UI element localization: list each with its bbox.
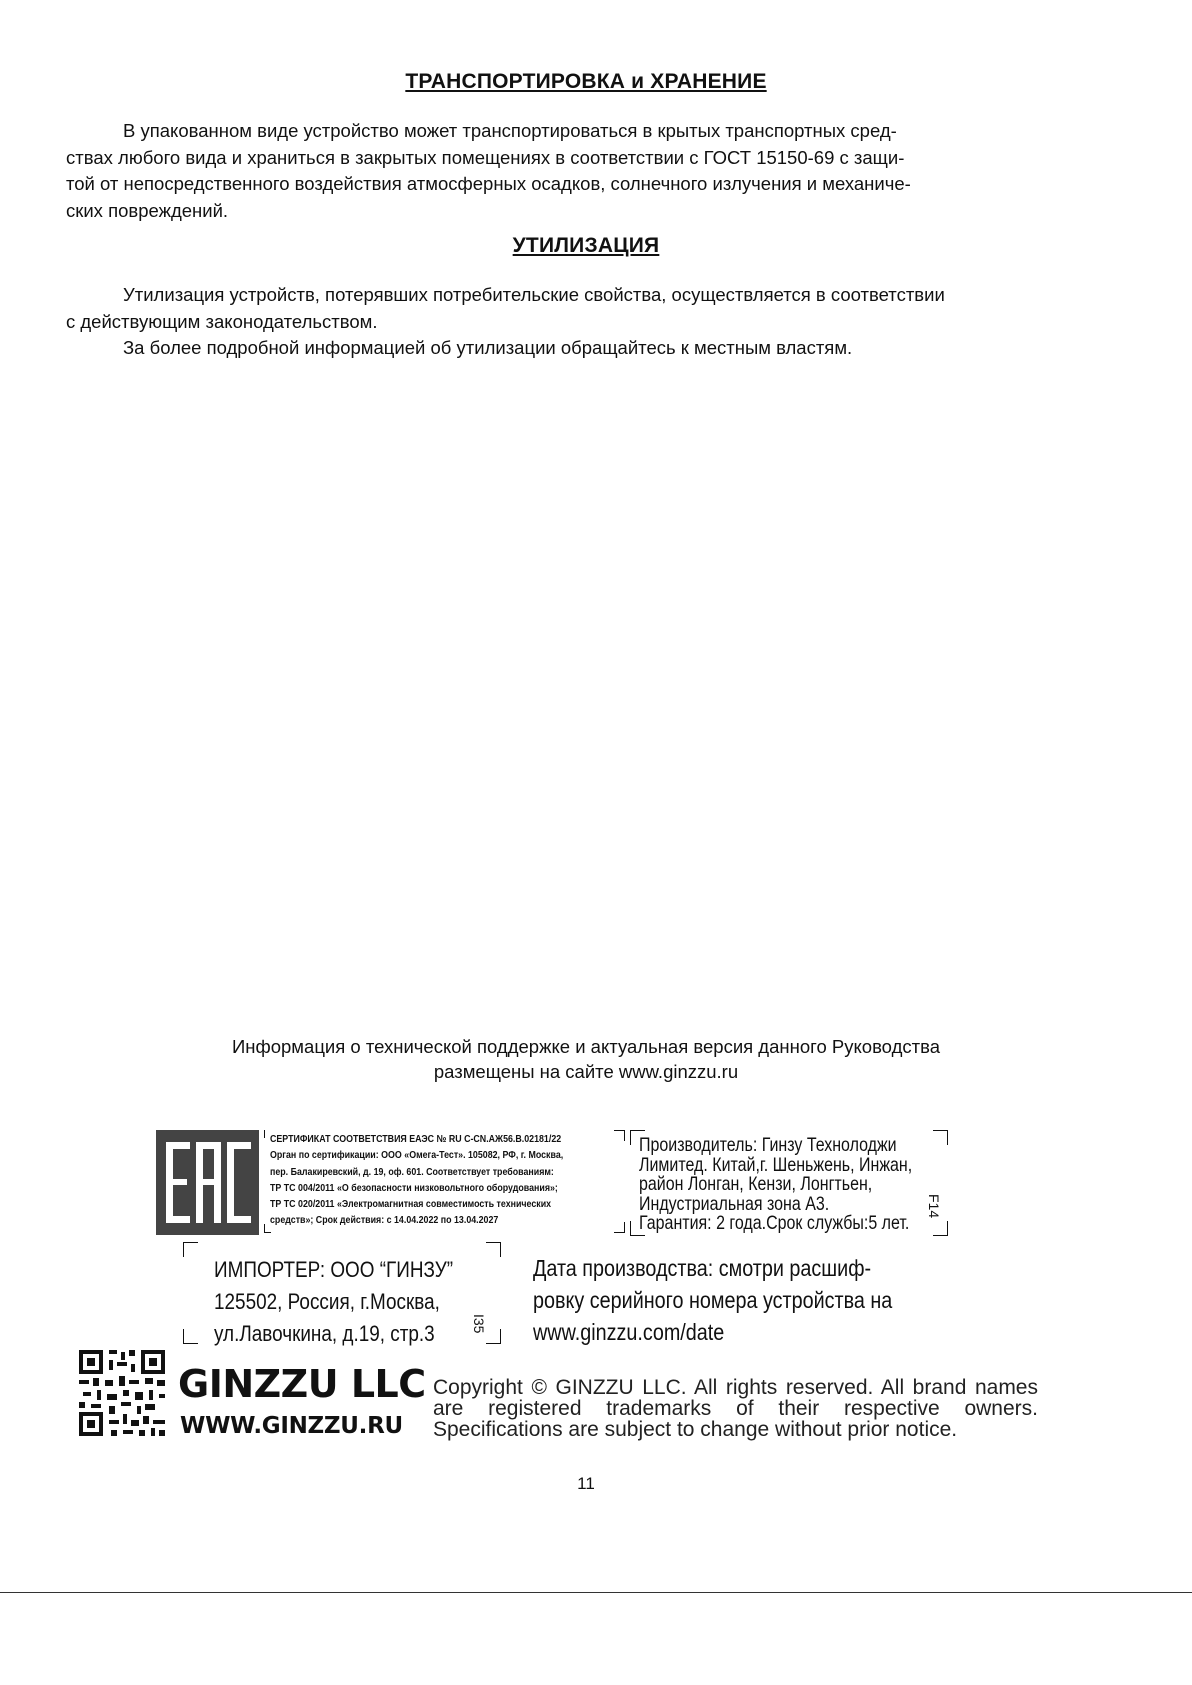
certificate-text (270, 1132, 563, 1230)
importer-text (214, 1254, 453, 1350)
qr-code-icon (79, 1350, 165, 1436)
importer-line: ул.Лавочкина, д.19, стр.3 (214, 1321, 435, 1346)
manufacturer-line: Индустриальная зона А3. (639, 1192, 830, 1215)
transport-line: В упакованном виде устройство может транспортироваться в крытых транспортных сред- (123, 120, 897, 141)
transport-line: ствах любого вида и храниться в закрытых помещениях в соответствии с ГОСТ 15150-69 с защи- (66, 146, 905, 168)
page-number: 11 (577, 1474, 595, 1493)
copyright-notice (433, 1377, 1038, 1440)
production-date-line: Дата производства: смотри расшиф- (533, 1255, 872, 1281)
corner-mark (614, 1130, 625, 1141)
production-date-info (533, 1252, 892, 1348)
disposal-line: с действующим законодательством. (66, 310, 378, 332)
transport-line: ских повреждений. (66, 199, 229, 221)
support-line: размещены на сайте www.ginzzu.ru (433, 1061, 739, 1082)
manufacturer-line: Гарантия: 2 года.Срок службы:5 лет. (639, 1212, 910, 1234)
eac-mark-icon (156, 1130, 259, 1235)
certificate-line: ТР ТС 004/2011 «О безопасности низковольтного оборудования»; (270, 1182, 558, 1194)
disposal-line: За более подробной информацией об утилизации обращайтесь к местным властям. (123, 337, 853, 358)
certificate-line: СЕРТИФИКАТ СООТВЕТСТВИЯ ЕАЭС № RU С-CN.АЖ56.В.02181/22 (270, 1134, 562, 1145)
certificate-line: средств»; Срок действия: с 14.04.2022 по 13.04.2027 (270, 1215, 499, 1227)
corner-mark (614, 1222, 625, 1233)
support-info (0, 1034, 1172, 1084)
importer-line: 125502, Россия, г.Москва, (214, 1289, 440, 1314)
manufacturer-block (630, 1128, 950, 1236)
corner-mark (486, 1329, 501, 1344)
manufacturer-line: Лимитед. Китай,г. Шеньжень, Инжан, (639, 1153, 913, 1176)
disposal-paragraph (66, 282, 1146, 362)
manufacturer-line: Производитель: Гинзу Технолоджи (639, 1134, 897, 1156)
manufacturer-line: район Лонган, Кензи, Лонгтьен, (639, 1173, 873, 1195)
manufacturer-code: F14 (926, 1194, 942, 1219)
certificate-line: пер. Балакиревский, д. 19, оф. 601. Соответствует требованиям: (270, 1166, 554, 1178)
brand-name: GINZZU LLC (178, 1362, 426, 1406)
production-date-line: ровку серийного номера устройства на (533, 1287, 893, 1313)
disposal-heading: УТИЛИЗАЦИЯ (512, 234, 660, 257)
corner-mark (183, 1329, 198, 1344)
corner-mark (486, 1242, 501, 1257)
importer-line: ИМПОРТЕР: ООО “ГИНЗУ” (214, 1257, 454, 1282)
copyright-line: Copyright © GINZZU LLC. All rights reserved. All brand names (433, 1376, 1038, 1399)
certificate-line: ТР ТС 020/2011 «Электромагнитная совместимость технических (270, 1199, 552, 1211)
transport-paragraph (66, 118, 1126, 224)
corner-mark (183, 1242, 198, 1257)
transport-heading: ТРАНСПОРТИРОВКА и ХРАНЕНИЕ (405, 70, 767, 93)
page-bottom-rule (0, 1592, 1192, 1593)
disposal-line: Утилизация устройств, потерявших потребительские свойства, осуществляется в соответствии (123, 284, 945, 305)
copyright-line: Specifications are subject to change without prior notice. (433, 1418, 958, 1441)
qr-graphic (79, 1350, 165, 1436)
support-line: Информация о технической поддержке и актуальная версия данного Руководства (232, 1036, 940, 1057)
production-date-line: www.ginzzu.com/date (533, 1319, 725, 1345)
eac-logo (156, 1130, 259, 1235)
transport-line: той от непосредственного воздействия атмосферных осадков, солнечного излучения и механиче- (66, 173, 911, 194)
certificate-line: Орган по сертификации: ООО «Омега-Тест». 105082, РФ, г. Москва, (270, 1150, 564, 1162)
importer-block (183, 1242, 501, 1344)
corner-mark (933, 1221, 948, 1236)
importer-code: I35 (471, 1314, 487, 1334)
manufacturer-text (639, 1136, 912, 1234)
brand-url[interactable]: WWW.GINZZU.RU (180, 1413, 403, 1439)
copyright-line: are registered trademarks of their respective owners. (433, 1397, 1038, 1420)
corner-mark (933, 1130, 948, 1145)
corner-mark (264, 1224, 271, 1233)
